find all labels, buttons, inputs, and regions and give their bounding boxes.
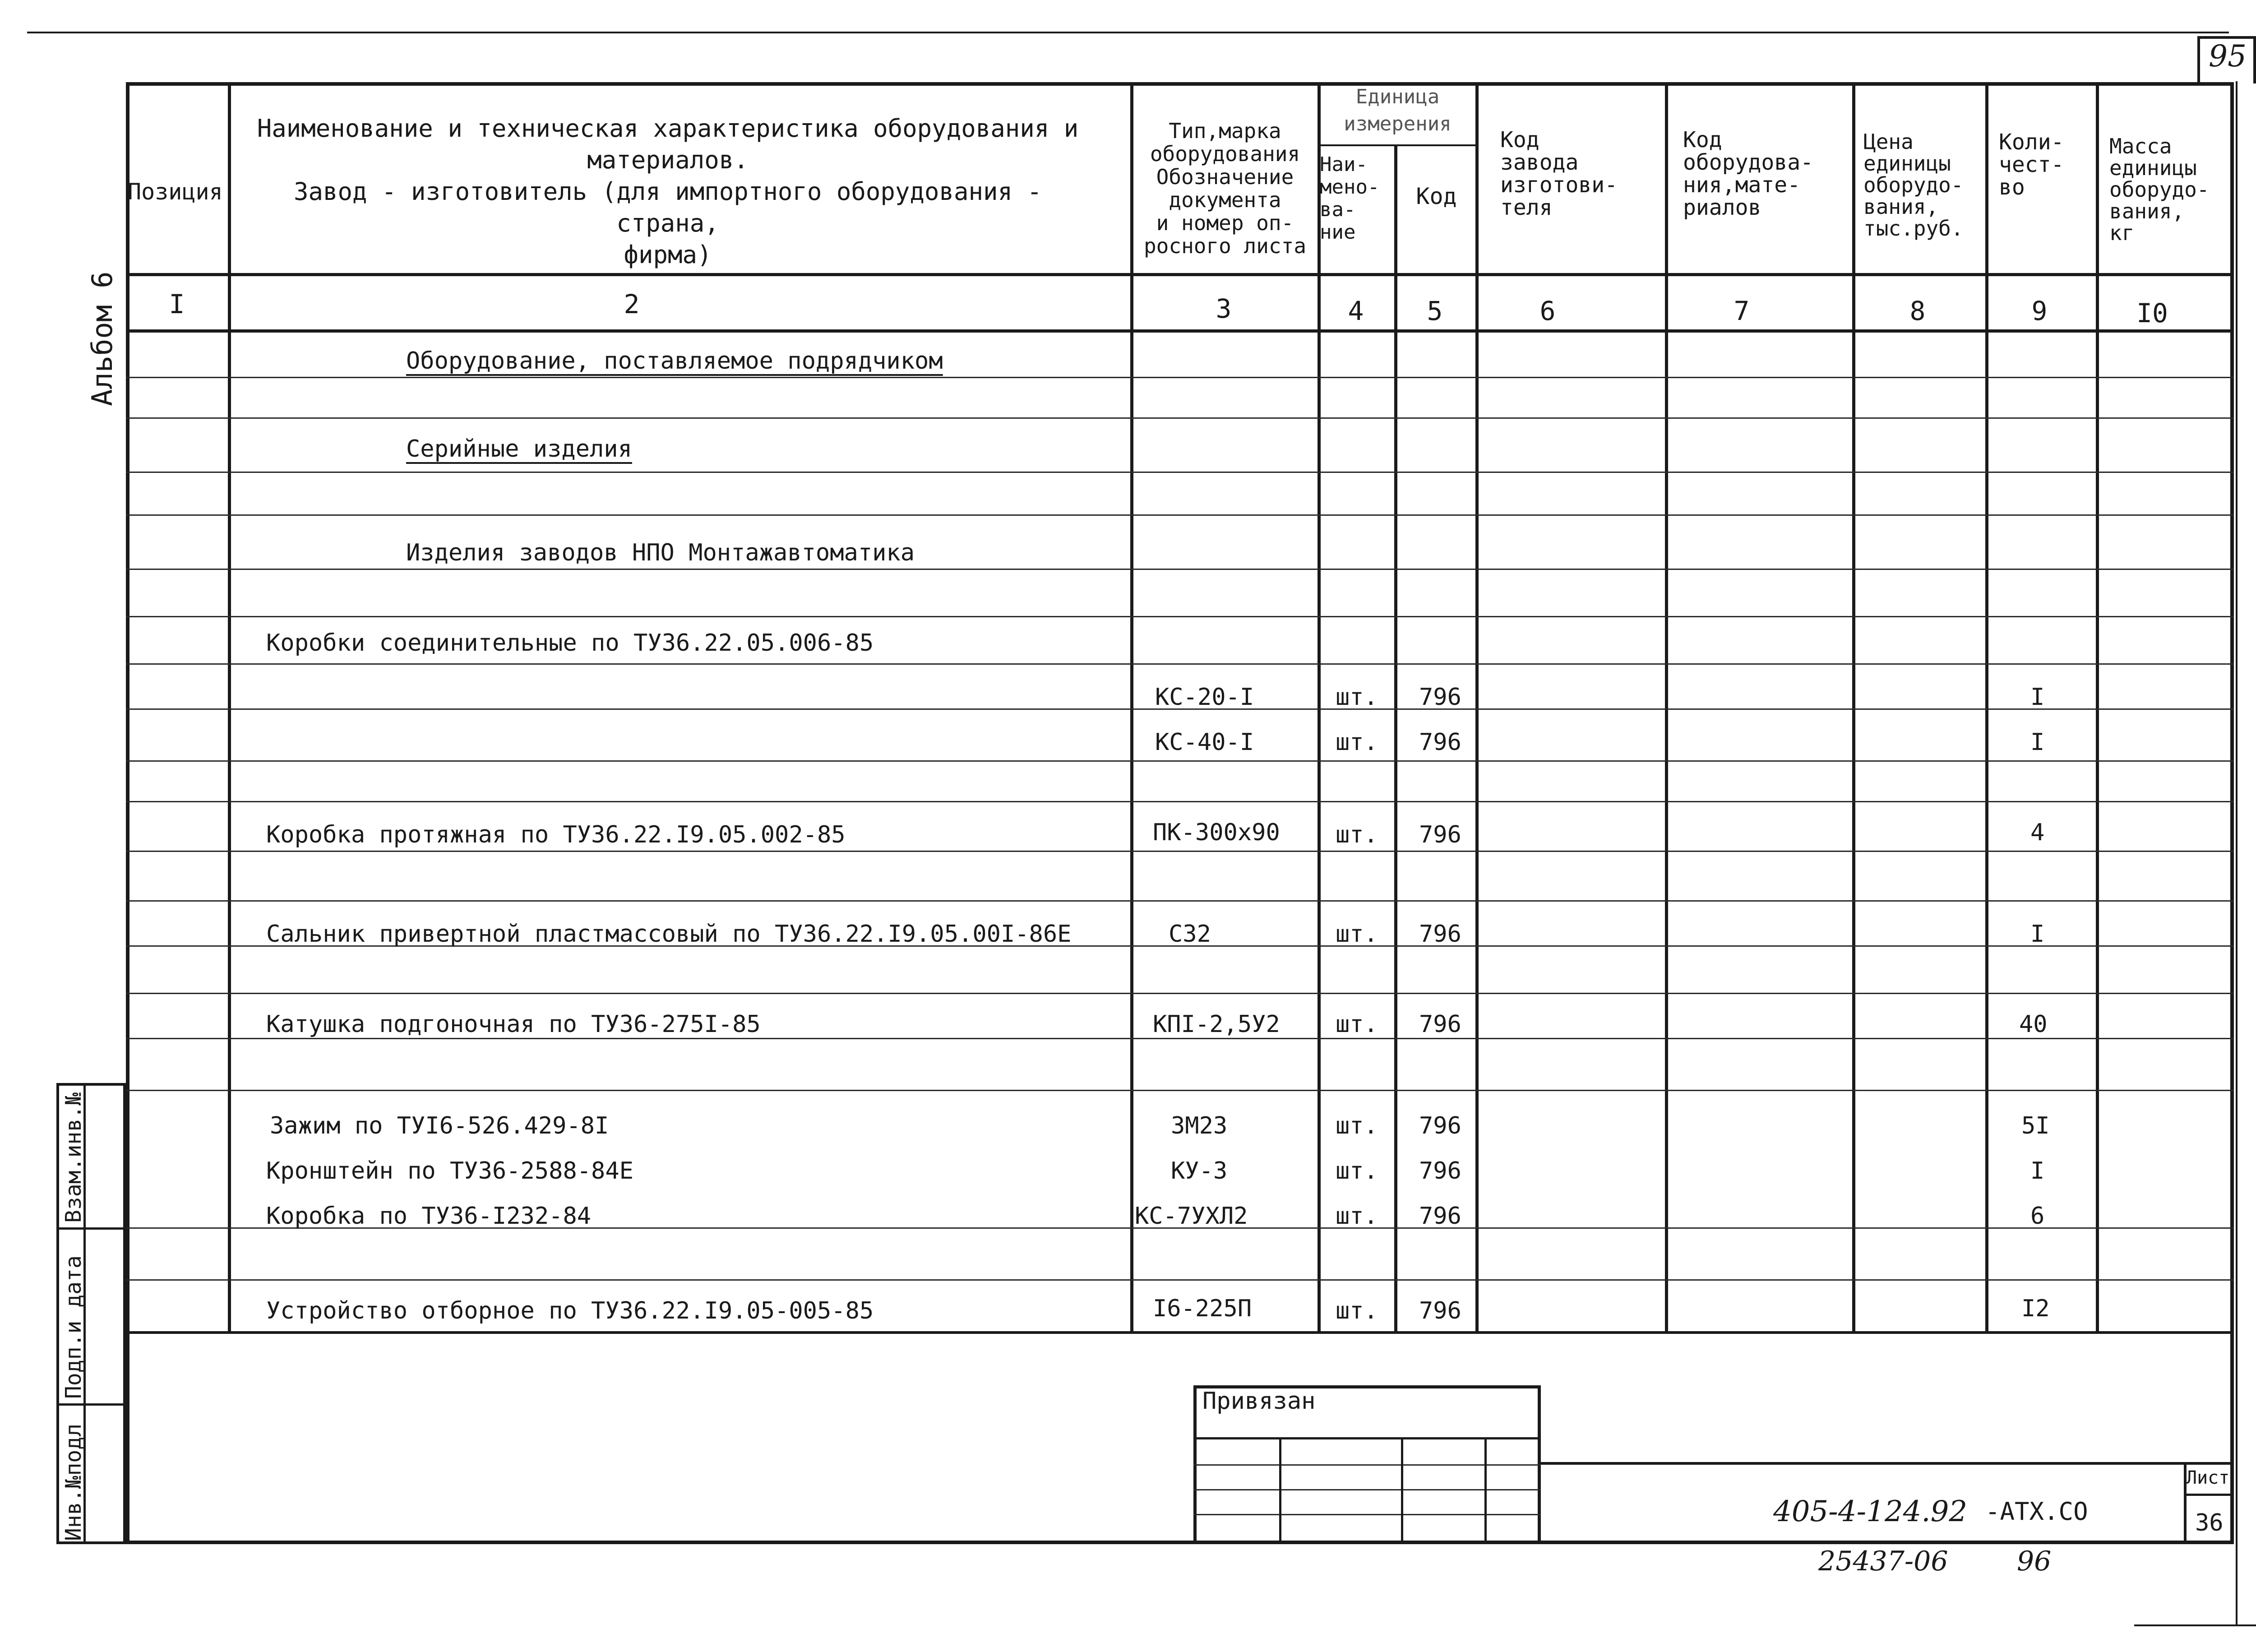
row-name: Коробка по ТУ36-I232-84 (266, 1203, 592, 1230)
row-code: 796 (1419, 1157, 1461, 1185)
title-block-top (1541, 1462, 2234, 1465)
row-code: 796 (1419, 1011, 1461, 1038)
row-line (126, 377, 2234, 378)
privyazan-col-3 (1484, 1437, 1487, 1544)
header-unit-name: Наи- мено- ва- ние (1320, 153, 1380, 244)
sheet-number: 36 (2195, 1509, 2224, 1536)
side-stamp-sep-2 (56, 1403, 126, 1406)
colnum-6: 6 (1539, 296, 1556, 326)
header-position: Позиция (128, 179, 223, 205)
doc-number: 405-4-124.92 (1773, 1495, 1968, 1528)
col-line-3 (1318, 82, 1321, 1332)
bottom-page: 96 (2017, 1546, 2052, 1577)
row-type: I6-225П (1153, 1295, 1252, 1322)
row-unit: шт. (1336, 921, 1378, 948)
album-label: Альбом 6 (86, 271, 119, 406)
colnum-1: I (169, 289, 185, 319)
unit-group-line (1318, 144, 1475, 146)
header-type: Тип,марка оборудования Обозначение документа и номер оп- росного листа (1143, 119, 1307, 258)
header-unit-group: Единица измерения (1344, 85, 1452, 135)
row-line (126, 569, 2234, 570)
sheet-box-sep (2184, 1494, 2234, 1496)
row-qty: I (2030, 921, 2045, 948)
row-line (126, 472, 2234, 473)
row-line (126, 760, 2234, 762)
row-line (126, 1279, 2234, 1281)
row-line (126, 1038, 2234, 1039)
side-label-podp: Подп.и дата (61, 1255, 86, 1399)
row-code: 796 (1419, 684, 1461, 711)
row-code: 796 (1419, 821, 1461, 848)
row-line (126, 993, 2234, 994)
sheet-label: Лист (2186, 1467, 2230, 1488)
col-line-1 (228, 82, 231, 1332)
header-name: Наименование и техническая характеристика оборудования и материалов. Завод - изготовитель (для импортного оборудования - страна, фирма) (257, 114, 1079, 269)
row-code: 796 (1419, 921, 1461, 948)
row-unit: шт. (1336, 821, 1378, 848)
section-npo: Изделия заводов НПО Монтажавтоматика (406, 539, 915, 566)
row-qty: 4 (2030, 819, 2045, 846)
row-qty: I (2030, 1157, 2045, 1185)
side-label-zam: Взам.инв.№ (61, 1092, 86, 1223)
header-mass: Масса единицы оборудо- вания, кг (2109, 134, 2210, 245)
colnum-10: I0 (2136, 298, 2168, 329)
header-bottom-line (126, 273, 2234, 276)
row-qty: I (2030, 729, 2045, 756)
row-name: Коробка протяжная по ТУ36.22.I9.05.002-85 (266, 821, 846, 848)
header-unit-code: Код (1416, 183, 1457, 209)
row-name: Сальник привертной пластмассовый по ТУ36.22.I9.05.00I-86Е (266, 921, 1072, 948)
row-line (126, 851, 2234, 852)
colnum-3: 3 (1216, 293, 1232, 324)
colnum-7: 7 (1734, 296, 1750, 326)
side-stamp-sep-1 (56, 1227, 126, 1230)
row-line (126, 616, 2234, 617)
row-name: Катушка подгоночная по ТУ36-275I-85 (266, 1011, 761, 1038)
row-unit: шт. (1336, 1112, 1378, 1139)
table-bottom-line (126, 1331, 2234, 1334)
bottom-code: 25437-06 (1818, 1546, 1948, 1577)
colnum-2: 2 (624, 289, 640, 319)
row-qty: I (2030, 684, 2045, 711)
row-code: 796 (1419, 1297, 1461, 1324)
row-code: 796 (1419, 1203, 1461, 1230)
row-type: КС-20-I (1155, 684, 1254, 711)
row-unit: шт. (1336, 1011, 1378, 1038)
right-edge-line (2236, 81, 2238, 1624)
corner-page-number: 95 (2209, 39, 2247, 74)
col-line-9 (2096, 82, 2099, 1332)
row-line (126, 801, 2234, 802)
header-price: Цена единицы оборудо- вания, тыс.руб. (1863, 130, 1964, 241)
col-line-7 (1852, 82, 1855, 1332)
side-label-inv: Инв.№подл (61, 1423, 86, 1541)
row-type: КУ-3 (1171, 1157, 1228, 1185)
section-contractor: Оборудование, поставляемое подрядчиком (406, 347, 943, 375)
row-type: ЗМ23 (1171, 1112, 1228, 1139)
row-qty: 6 (2030, 1203, 2045, 1230)
privyazan-line-4 (1193, 1514, 1541, 1515)
col-line-5 (1475, 82, 1479, 1332)
row-type: С32 (1169, 921, 1211, 948)
row-type: ПК-300х90 (1153, 819, 1280, 846)
privyazan-col-1 (1279, 1437, 1281, 1544)
col-line-2 (1130, 82, 1133, 1332)
colnum-8: 8 (1909, 296, 1926, 326)
row-type: КПI-2,5У2 (1153, 1011, 1280, 1038)
row-code: 796 (1419, 729, 1461, 756)
row-type: КС-40-I (1155, 729, 1254, 756)
row-unit: шт. (1336, 1203, 1378, 1230)
row-line (126, 663, 2234, 665)
col-line-6 (1665, 82, 1668, 1332)
row-line (126, 417, 2234, 419)
colnum-5: 5 (1427, 296, 1443, 326)
colnum-bottom-line (126, 329, 2234, 333)
colnum-4: 4 (1348, 296, 1364, 326)
row-unit: шт. (1336, 1157, 1378, 1185)
row-name: Коробки соединительные по ТУ36.22.05.006-85 (266, 629, 874, 657)
colnum-9: 9 (2031, 296, 2048, 326)
privyazan-label: Привязан (1202, 1388, 1316, 1415)
doc-suffix: -АТХ.СО (1985, 1497, 2088, 1526)
row-line (126, 514, 2234, 516)
row-qty: I2 (2021, 1295, 2050, 1322)
row-name: Устройство отборное по ТУ36.22.I9.05-005-85 (266, 1297, 874, 1324)
privyazan-line-3 (1193, 1489, 1541, 1490)
row-line (126, 900, 2234, 902)
row-qty: 40 (2019, 1011, 2048, 1038)
top-margin-line (27, 32, 2229, 33)
row-name: Кронштейн по ТУ36-2588-84Е (266, 1157, 633, 1185)
row-unit: шт. (1336, 729, 1378, 756)
header-equipment-code: Код оборудова- ния,мате- риалов (1683, 127, 1813, 220)
section-serial: Серийные изделия (406, 435, 632, 463)
privyazan-line-2 (1193, 1464, 1541, 1466)
header-factory-code: Код завода изготови- теля (1500, 127, 1618, 220)
col-line-8 (1985, 82, 1988, 1332)
row-qty: 5I (2021, 1112, 2050, 1139)
row-code: 796 (1419, 1112, 1461, 1139)
row-unit: шт. (1336, 1297, 1378, 1324)
row-unit: шт. (1336, 684, 1378, 711)
privyazan-line-1 (1193, 1437, 1541, 1439)
row-type: КС-7УХЛ2 (1135, 1203, 1248, 1230)
header-quantity: Коли- чест- во (1999, 130, 2064, 200)
row-line (126, 1090, 2234, 1091)
row-name: Зажим по ТУI6-526.429-8I (270, 1112, 609, 1139)
privyazan-col-2 (1401, 1437, 1403, 1544)
bottom-right-line (2134, 1624, 2256, 1626)
